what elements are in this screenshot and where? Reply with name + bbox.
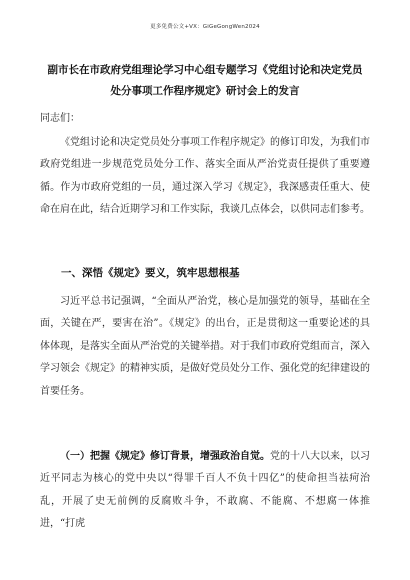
salutation: 同志们：: [40, 113, 80, 124]
watermark-text: 更多免费公文+VX：GiGeGongWen2024: [150, 24, 260, 30]
intro-paragraph: 《党组讨论和决定党员处分事项工作程序规定》的修订印发，为我们市政府党组进一步规范党员处分工作、落实全面从严治党责任提供了重要遵循。作为市政府党组的一员，通过深入学习《规定》，我深感责任重大、使命在肩在此，结合近期学习和工作实际，我谈几点体会，以供同志们参考。: [40, 137, 370, 216]
subsection-1-paragraph: [40, 446, 370, 536]
subsection-heading-1: （一）把握《规定》修订背景，增强政治自觉。: [60, 451, 270, 462]
subsection-1-body: 党的十八大以来，以习近平同志为核心的党中央以“得罪千百人不负十四亿”的使命担当祛疴治乱，开展了史无前例的反腐败斗争，不敢腐、不能腐、不想腐一体推进，“打虎: [40, 451, 370, 530]
section-heading-1: 一、深悟《规定》要义，筑牢思想根基: [61, 267, 240, 279]
section-1-paragraph: 习近平总书记强调，“全面从严治党，核心是加强党的领导，基础在全面，关键在严，要害在治”。《规定》的出台，正是贯彻这一重要论述的具体体现，是落实全面从严治党的关键举措。对于我们市政府党组而言，深入学习领会《规定》的精神实质，是做好党员处分工作、强化党的纪律建设的首要任务。: [40, 296, 370, 397]
document-title: 副市长在市政府党组理论学习中心组专题学习《党组讨论和决定党员处分事项工作程序规定》研讨会上的发言: [47, 64, 363, 97]
